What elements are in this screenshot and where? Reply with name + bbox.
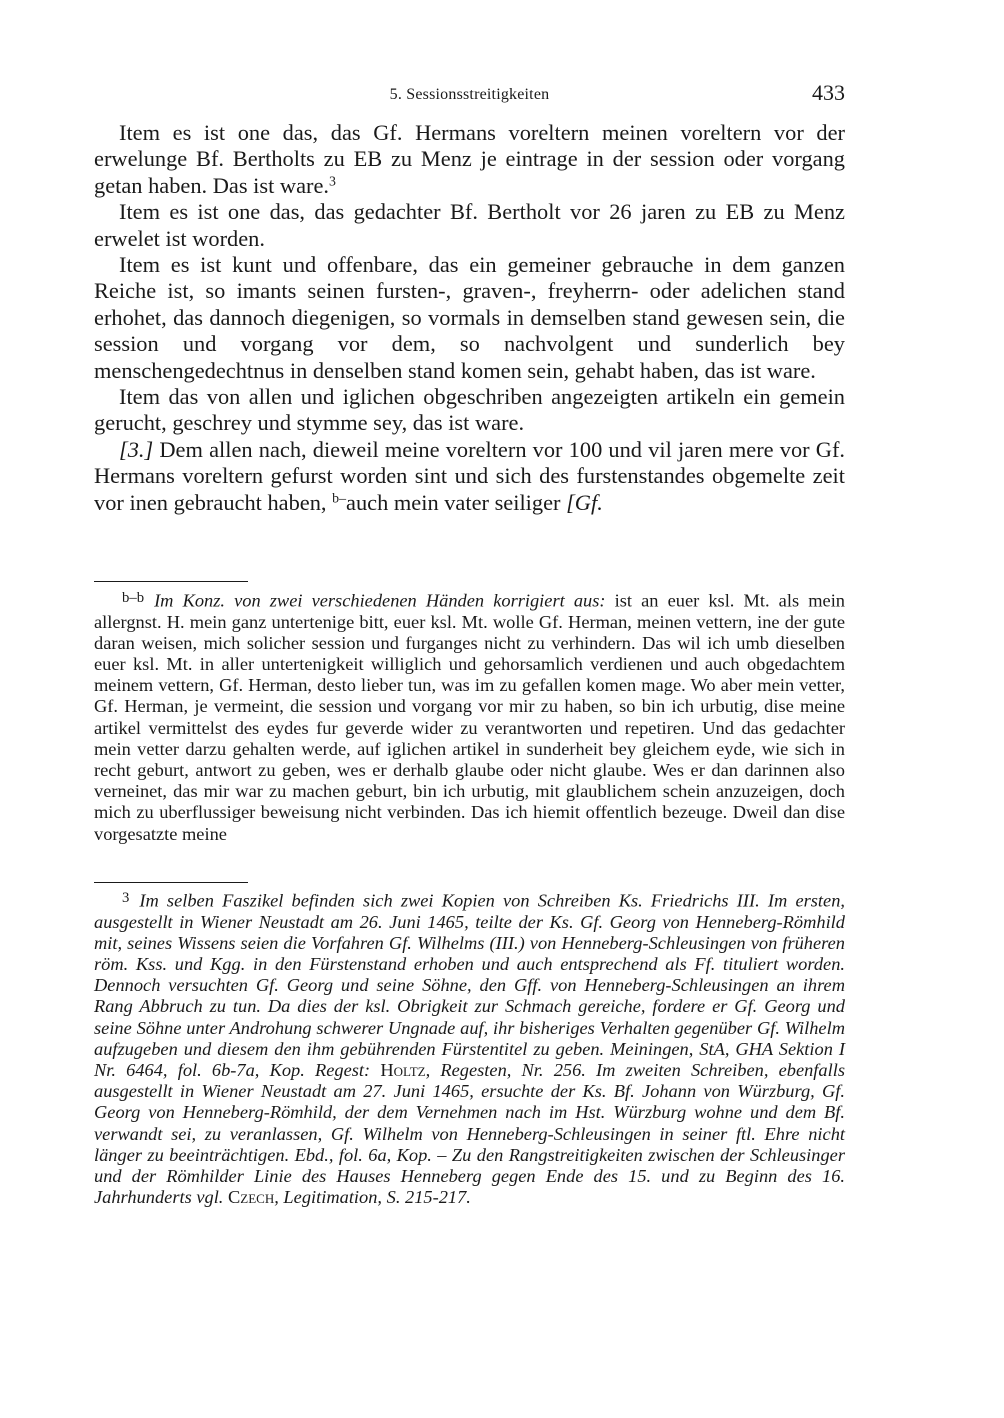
footnote-3-reference[interactable]: 3 xyxy=(329,174,336,190)
paragraph-3: Item es ist kunt und offenbare, das ein gemeiner gebrauche in dem ganzen Reiche ist, so imants seinen fursten-, graven-, freyherrn- oder adelichen stand erhohet, das dannoch diegenigen, so vormals in demselben stand gewesen sein, die session und vorgang vor dem, so nachvolgent und sunderlich bey menschengedechtnus in denselben stand komen sein, gehabt haben, das ist ware. xyxy=(94,252,845,383)
footnote-b-marker: b–b xyxy=(122,590,145,606)
paragraph-1-text: Item es ist one das, das Gf. Hermans voreltern meinen voreltern vor der erwelunge Bf. Bertholts zu EB zu Menz je eintrage in der session oder vorgang getan haben. Das ist ware. xyxy=(94,120,845,198)
footnote-b xyxy=(94,588,845,845)
paragraph-5-text: Dem allen nach, dieweil meine voreltern vor 100 und vil jaren mere vor Gf. Hermans voreltern gefurst worden sint und sich des furstenstandes obgemelte zeit vor inen gebraucht haben, xyxy=(94,436,845,515)
footnote-b-reference[interactable]: b– xyxy=(332,491,346,507)
footnote-3 xyxy=(94,888,845,1208)
footnote-rule-commentary xyxy=(94,882,248,883)
footnote-3-part-2: , Regesten, Nr. 256. Im zweiten Schreiben, ebenfalls ausgestellt in Wiener Neustadt am 27. Juni 1465, ersuchte der Ks. Bf. Johann von Würzburg, Gf. Georg von Henneberg-Römhild, der dem Vernehmen nach im Hst. Würzburg wohne und dem Bf. verwandt sei, zu veranlassen, Gf. Wilhelm von Henneberg-Schleusingen in seiner ftl. Ehre nicht länger zu beeinträchtigen. Ebd., fol. 6a, Kop. – Zu den Rangstreitigkeiten zwischen der Schleusinger und der Römhilder Linie des Hauses Henneberg gegen Ende des 15. und zu Beginn des 16. Jahrhunderts vgl. xyxy=(94,1060,845,1208)
running-head xyxy=(94,80,845,110)
paragraph-2: Item es ist one das, das gedachter Bf. Bertholt vor 26 jaren zu EB zu Menz erwelet ist worden. xyxy=(94,199,845,251)
editorial-bracket: [Gf. xyxy=(566,489,603,515)
footnote-rule-textcritical xyxy=(94,581,248,582)
paragraph-5 xyxy=(94,437,845,516)
footnote-b-text: ist an euer ksl. Mt. als mein allergnst. H. mein ganz untertenige bitt, euer ksl. Mt. wolle Gf. Herman, meinen vettern, ine der gute daran weisen, mich solicher session und furganges nicht zu verhindern. Das wil ich umb dieselben euer ksl. Mt. in aller untertenigkeit williglich und gehorsamlich verdienen und auch obgedachtem meinem vettern, Gf. Herman, desto lieber tun, was im zu gefallen komen mage. Wo aber mein vetter, Gf. Herman, je vermeint, die session und vorgang vor mir zu haben, so bin ich urbutig, dise meine artikel vermittelst des eydes fur geverde wider zu verantworten und repetiren. Und das gedachter mein vetter darzu gehalten werde, auf iglichen artikel in sunderheit bey gleichem eyde, wie sich in recht geburt, antwort zu geben, wes er derhalb glaube oder nicht glaube. Wes er dan darinnen also verneinet, das mir war zu machen geburt, bin ich urbutig, mit glaublichem schein anzuzeigen, doch mich zu uberflussiger beweisung nicht verbinden. Das ich hiemit offentlich bezeuge. Dweil dan dise vorgesatzte meine xyxy=(94,590,845,844)
footnote-3-marker: 3 xyxy=(122,890,130,906)
running-title: 5. Sessionsstreitigkeiten xyxy=(389,86,550,103)
author-holtz: Holtz xyxy=(380,1060,426,1081)
paragraph-4: Item das von allen und iglichen obgeschriben angezeigten artikeln ein gemein gerucht, geschrey und stymme sey, das ist ware. xyxy=(94,384,845,436)
paragraph-1 xyxy=(94,120,845,199)
page-number: 433 xyxy=(812,80,845,105)
footnote-3-part-1: Im selben Faszikel befinden sich zwei Kopien von Schreiben Ks. Friedrichs III. Im ersten, ausgestellt in Wiener Neustadt am 26. Juni 1465, teilte der Ks. Gf. Georg von Henneberg-Römhild mit, seines Wissens seien die Vorfahren Gf. Wilhelms (III.) von Henneberg-Schleusingen von früheren röm. Kss. und Kgg. in den Fürstenstand erhoben und auch entsprechend als Ff. tituliert worden. Dennoch versuchten Gf. Georg und seine Söhne, den Gff. von Henneberg-Schleusingen an ihrem Rang Abbruch zu tun. Da dies der ksl. Obrigkeit zur Schmach gereiche, fordere er Gf. Georg und seine Söhne unter Androhung schwerer Ungnade auf, ihr bisheriges Verhalten gegenüber Gf. Wilhelm aufzugeben und diesem den ihm gebührenden Fürstentitel zu geben. Meiningen, StA, GHA Sektion I Nr. 6464, fol. 6b-7a, Kop. Regest: xyxy=(94,890,845,1081)
paragraph-5-text-continued: auch mein vater seiliger xyxy=(346,489,567,515)
section-number: [3.] xyxy=(119,436,154,462)
footnote-3-part-3: , Legitimation, S. 215-217. xyxy=(274,1187,471,1208)
footnote-b-intro: Im Konz. von zwei verschiedenen Händen korrigiert aus: xyxy=(154,590,606,611)
author-czech: Czech xyxy=(228,1187,275,1208)
main-text xyxy=(94,120,845,516)
